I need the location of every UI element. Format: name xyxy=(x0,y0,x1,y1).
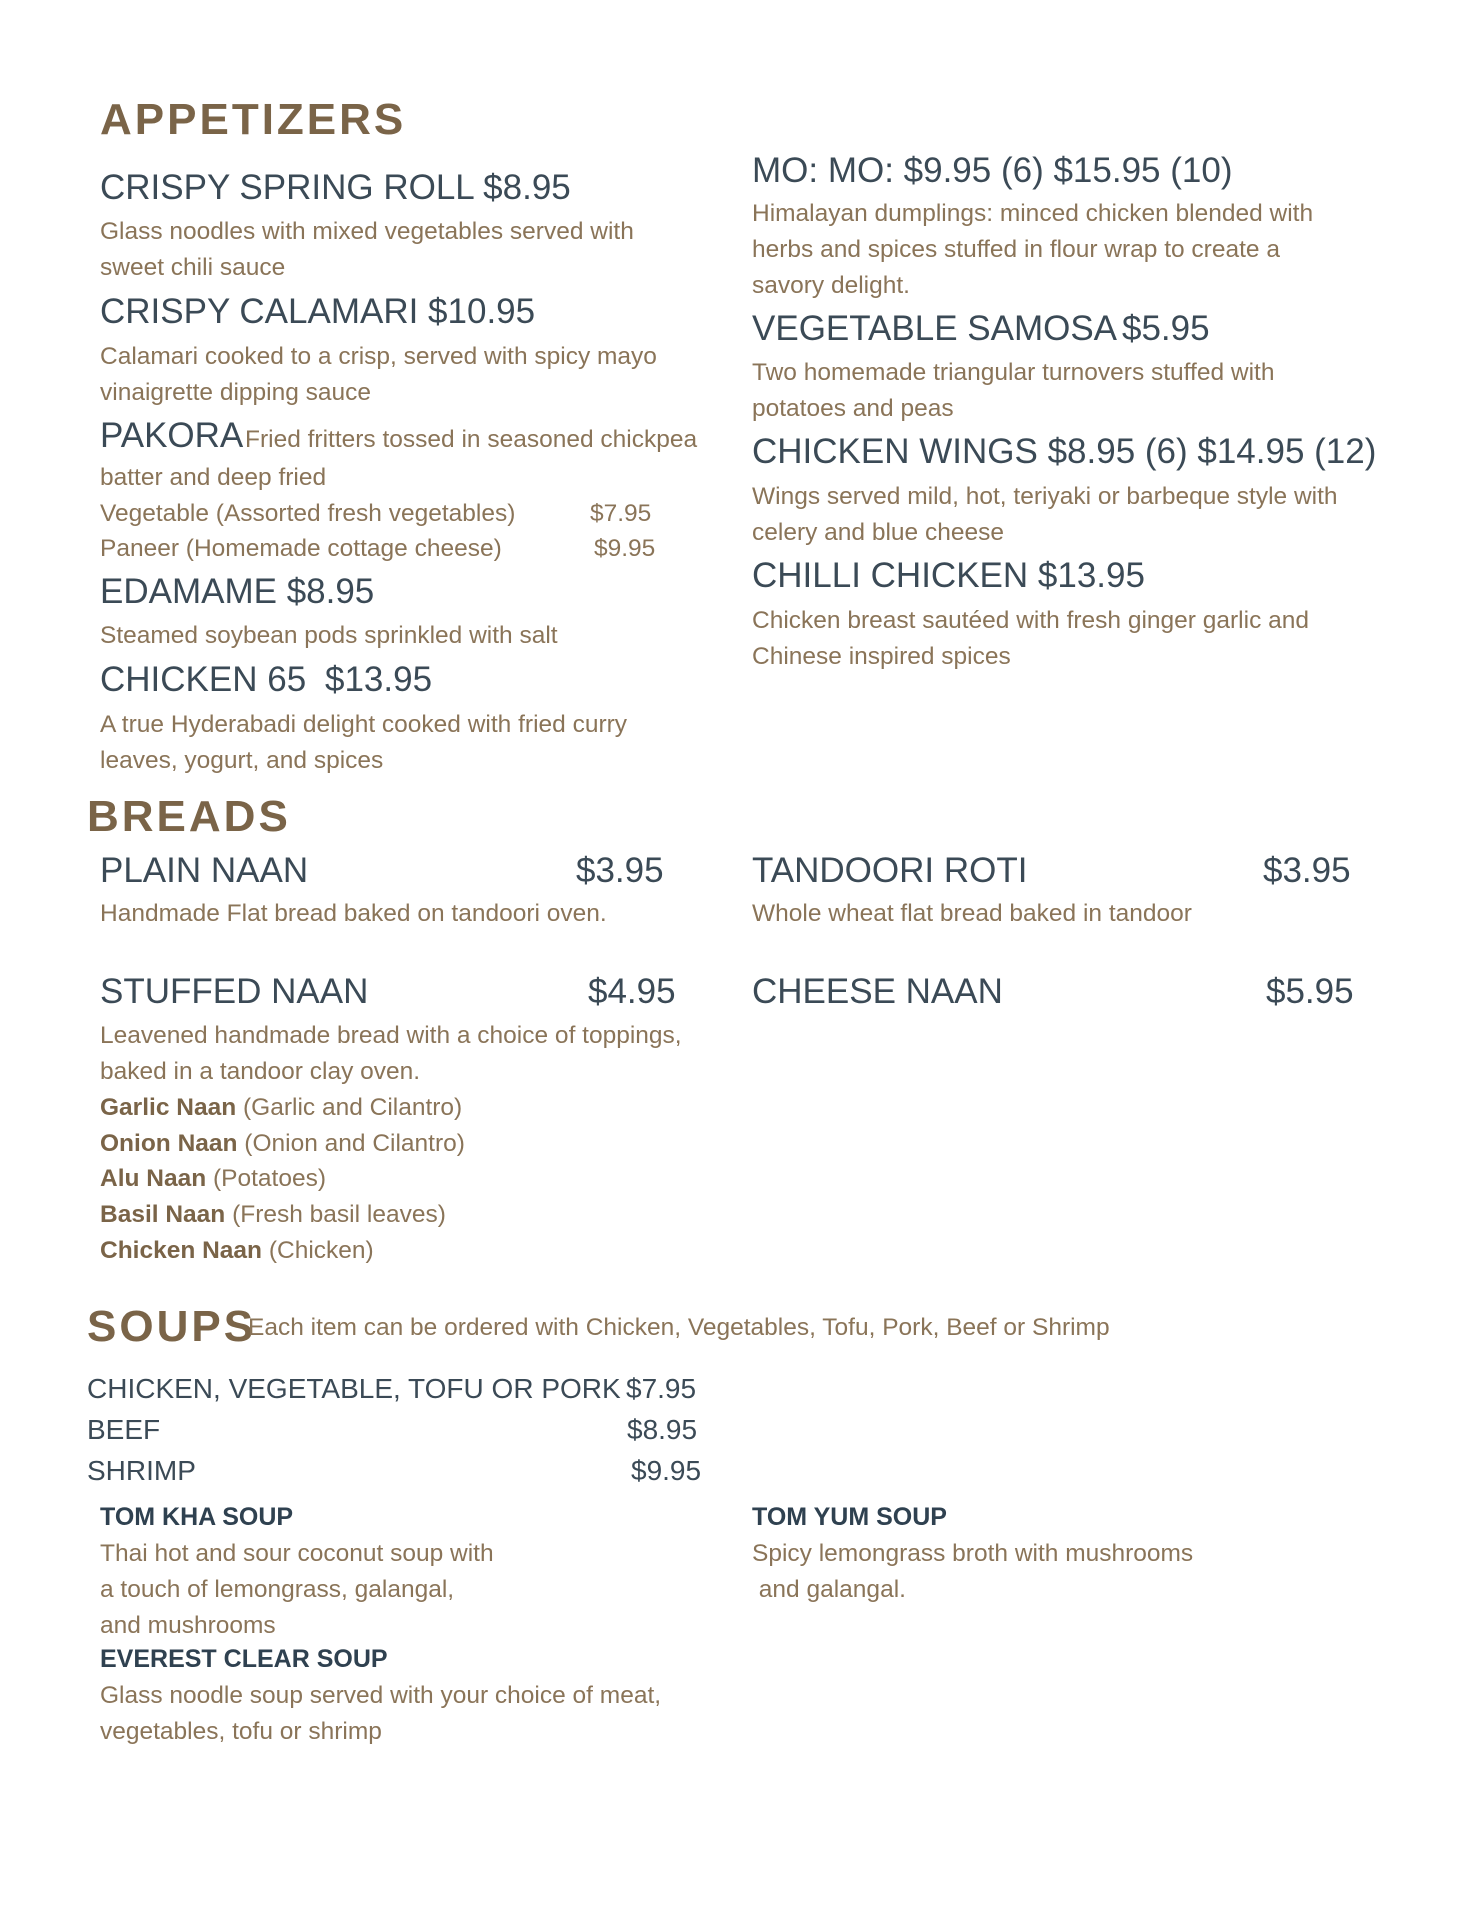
soup-price-name: SHRIMP xyxy=(87,1455,196,1486)
tom-yum-title: TOM YUM SOUP xyxy=(752,1503,947,1531)
wings-desc-2: celery and blue cheese xyxy=(752,519,1004,546)
calamari-desc-2: vinaigrette dipping sauce xyxy=(100,379,372,406)
soups-heading: SOUPS xyxy=(87,1302,257,1351)
edamame-title: EDAMAME $8.95 xyxy=(100,572,375,611)
plain-naan-desc: Handmade Flat bread baked on tandoori oven. xyxy=(100,900,607,927)
cheese-naan-price: $5.95 xyxy=(1266,972,1354,1011)
wings-desc-1: Wings served mild, hot, teriyaki or barbeque style with xyxy=(752,483,1338,510)
tom-kha-desc-2: a touch of lemongrass, galangal, xyxy=(100,1576,455,1603)
stuffed-naan-option xyxy=(100,1161,326,1197)
appetizers-heading: APPETIZERS xyxy=(100,95,407,144)
stuffed-naan-option xyxy=(100,1233,374,1269)
chicken65-title: CHICKEN 65 xyxy=(100,660,307,699)
cheese-naan-title: CHEESE NAAN xyxy=(752,972,1003,1011)
everest-desc-1: Glass noodle soup served with your choice of meat, xyxy=(100,1682,662,1709)
stuffed-naan-option xyxy=(100,1197,446,1233)
stuffed-naan-title: STUFFED NAAN xyxy=(100,972,369,1011)
pakora-option-vegetable: Vegetable (Assorted fresh vegetables) xyxy=(100,500,516,527)
option-detail: (Chicken) xyxy=(268,1237,374,1264)
soups-note: Each item can be ordered with Chicken, Vegetables, Tofu, Pork, Beef or Shrimp xyxy=(248,1314,1110,1341)
calamari-title: CRISPY CALAMARI $10.95 xyxy=(100,292,536,331)
edamame-desc: Steamed soybean pods sprinkled with salt xyxy=(100,622,558,649)
soup-price-value: $8.95 xyxy=(627,1414,698,1445)
chicken65-desc-1: A true Hyderabadi delight cooked with fried curry xyxy=(100,711,628,738)
option-name: Garlic Naan xyxy=(100,1094,237,1121)
tom-yum-desc-1: Spicy lemongrass broth with mushrooms xyxy=(752,1540,1194,1567)
samosa-desc-1: Two homemade triangular turnovers stuffed with xyxy=(752,359,1275,386)
tom-kha-title: TOM KHA SOUP xyxy=(100,1503,294,1531)
tandoori-roti-title: TANDOORI ROTI xyxy=(752,851,1028,890)
calamari-desc-1: Calamari cooked to a crisp, served with spicy mayo xyxy=(100,343,657,370)
momo-desc-2: herbs and spices stuffed in flour wrap to create a xyxy=(752,236,1280,263)
option-detail: (Potatoes) xyxy=(213,1165,327,1192)
chilli-chicken-desc-1: Chicken breast sautéed with fresh ginger garlic and xyxy=(752,607,1310,634)
tom-yum-desc-2: and galangal. xyxy=(752,1576,906,1603)
momo-desc-3: savory delight. xyxy=(752,272,910,299)
everest-desc-2: vegetables, tofu or shrimp xyxy=(100,1718,382,1745)
spring-roll-title: CRISPY SPRING ROLL $8.95 xyxy=(100,168,571,207)
pakora-title: PAKORA xyxy=(100,416,244,455)
option-detail: (Garlic and Cilantro) xyxy=(243,1094,463,1121)
stuffed-naan-option xyxy=(100,1126,465,1162)
option-name: Basil Naan xyxy=(100,1201,226,1228)
spring-roll-desc-2: sweet chili sauce xyxy=(100,254,286,281)
chicken65-desc-2: leaves, yogurt, and spices xyxy=(100,747,384,774)
wings-title: CHICKEN WINGS $8.95 (6) $14.95 (12) xyxy=(752,432,1377,471)
soup-price-name: CHICKEN, VEGETABLE, TOFU OR PORK xyxy=(87,1373,621,1404)
soup-price-value: $7.95 xyxy=(626,1373,697,1404)
stuffed-naan-desc-2: baked in a tandoor clay oven. xyxy=(100,1058,421,1085)
breads-heading: BREADS xyxy=(87,792,291,841)
tandoori-roti-desc: Whole wheat flat bread baked in tandoor xyxy=(752,900,1192,927)
spring-roll-desc-1: Glass noodles with mixed vegetables served with xyxy=(100,218,634,245)
plain-naan-price: $3.95 xyxy=(576,851,664,890)
option-name: Onion Naan xyxy=(100,1130,238,1157)
tandoori-roti-price: $3.95 xyxy=(1263,851,1351,890)
samosa-desc-2: potatoes and peas xyxy=(752,395,954,422)
soup-price-name: BEEF xyxy=(87,1414,161,1445)
chicken65-price: $13.95 xyxy=(325,660,433,699)
option-detail: (Fresh basil leaves) xyxy=(232,1201,446,1228)
samosa-price: $5.95 xyxy=(1122,309,1210,348)
stuffed-naan-option xyxy=(100,1090,462,1126)
everest-title: EVEREST CLEAR SOUP xyxy=(100,1645,388,1673)
pakora-option-paneer: Paneer (Homemade cottage cheese) xyxy=(100,535,502,562)
tom-kha-desc-1: Thai hot and sour coconut soup with xyxy=(100,1540,494,1567)
pakora-desc-inline: Fried fritters tossed in seasoned chickpea xyxy=(245,426,698,453)
momo-title: MO: MO: $9.95 (6) $15.95 (10) xyxy=(752,151,1233,190)
chilli-chicken-desc-2: Chinese inspired spices xyxy=(752,643,1011,670)
stuffed-naan-price: $4.95 xyxy=(588,972,676,1011)
pakora-desc-cont: batter and deep fried xyxy=(100,464,327,491)
stuffed-naan-desc-1: Leavened handmade bread with a choice of toppings, xyxy=(100,1022,682,1049)
tom-kha-desc-3: and mushrooms xyxy=(100,1612,276,1639)
plain-naan-title: PLAIN NAAN xyxy=(100,851,309,890)
pakora-option-vegetable-price: $7.95 xyxy=(590,500,652,527)
option-name: Alu Naan xyxy=(100,1165,207,1192)
soup-price-value: $9.95 xyxy=(631,1455,702,1486)
momo-desc-1: Himalayan dumplings: minced chicken blended with xyxy=(752,200,1314,227)
option-name: Chicken Naan xyxy=(100,1237,263,1264)
samosa-title: VEGETABLE SAMOSA xyxy=(752,309,1118,348)
option-detail: (Onion and Cilantro) xyxy=(244,1130,465,1157)
pakora-option-paneer-price: $9.95 xyxy=(594,535,656,562)
chilli-chicken-title: CHILLI CHICKEN $13.95 xyxy=(752,556,1145,595)
